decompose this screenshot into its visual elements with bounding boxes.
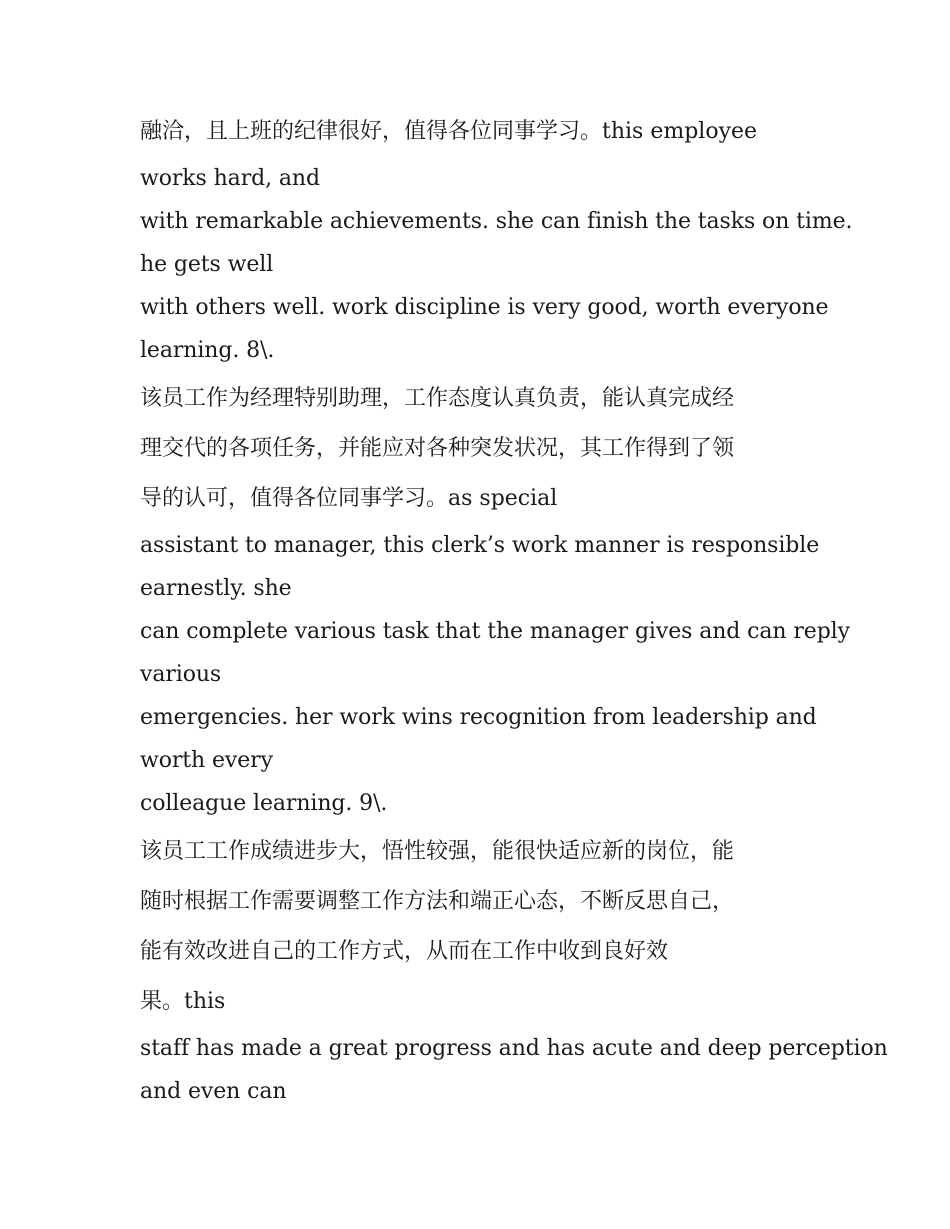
text-line: earnestly. she (140, 576, 292, 601)
text-line: with remarkable achievements. she can finish the tasks on time. (140, 209, 853, 234)
text-line: with others well. work discipline is very good, worth everyone (140, 295, 829, 320)
text-line: 导的认可，值得各位同事学习。as special (140, 486, 558, 511)
text-line: learning. 8\. (140, 338, 275, 363)
text-line: and even can (140, 1079, 287, 1104)
text-line: he gets well (140, 252, 274, 277)
text-line: staff has made a great progress and has acute and deep perception (140, 1036, 888, 1061)
text-line: can complete various task that the manager gives and can reply (140, 619, 850, 644)
text-line: 融洽，且上班的纪律很好，值得各位同事学习。this employee (140, 119, 758, 144)
text-line: 该员工作为经理特别助理，工作态度认真负责，能认真完成经 (140, 386, 735, 411)
document-body (140, 107, 888, 1113)
text-line: 该员工工作成绩进步大，悟性较强，能很快适应新的岗位，能 (140, 839, 735, 864)
text-line: various (140, 662, 222, 687)
text-line: colleague learning. 9\. (140, 791, 388, 816)
text-line: worth every (140, 748, 273, 773)
text-line: emergencies. her work wins recognition from leadership and (140, 705, 817, 730)
text-line: 随时根据工作需要调整工作方法和端正心态，不断反思自己， (140, 889, 735, 914)
text-line: 理交代的各项任务，并能应对各种突发状况，其工作得到了领 (140, 436, 735, 461)
text-line: 果。this (140, 989, 226, 1014)
text-line: 能有效改进自己的工作方式，从而在工作中收到良好效 (140, 939, 669, 964)
text-line: works hard, and (140, 166, 320, 191)
text-line: assistant to manager, this clerk’s work manner is responsible (140, 533, 820, 558)
